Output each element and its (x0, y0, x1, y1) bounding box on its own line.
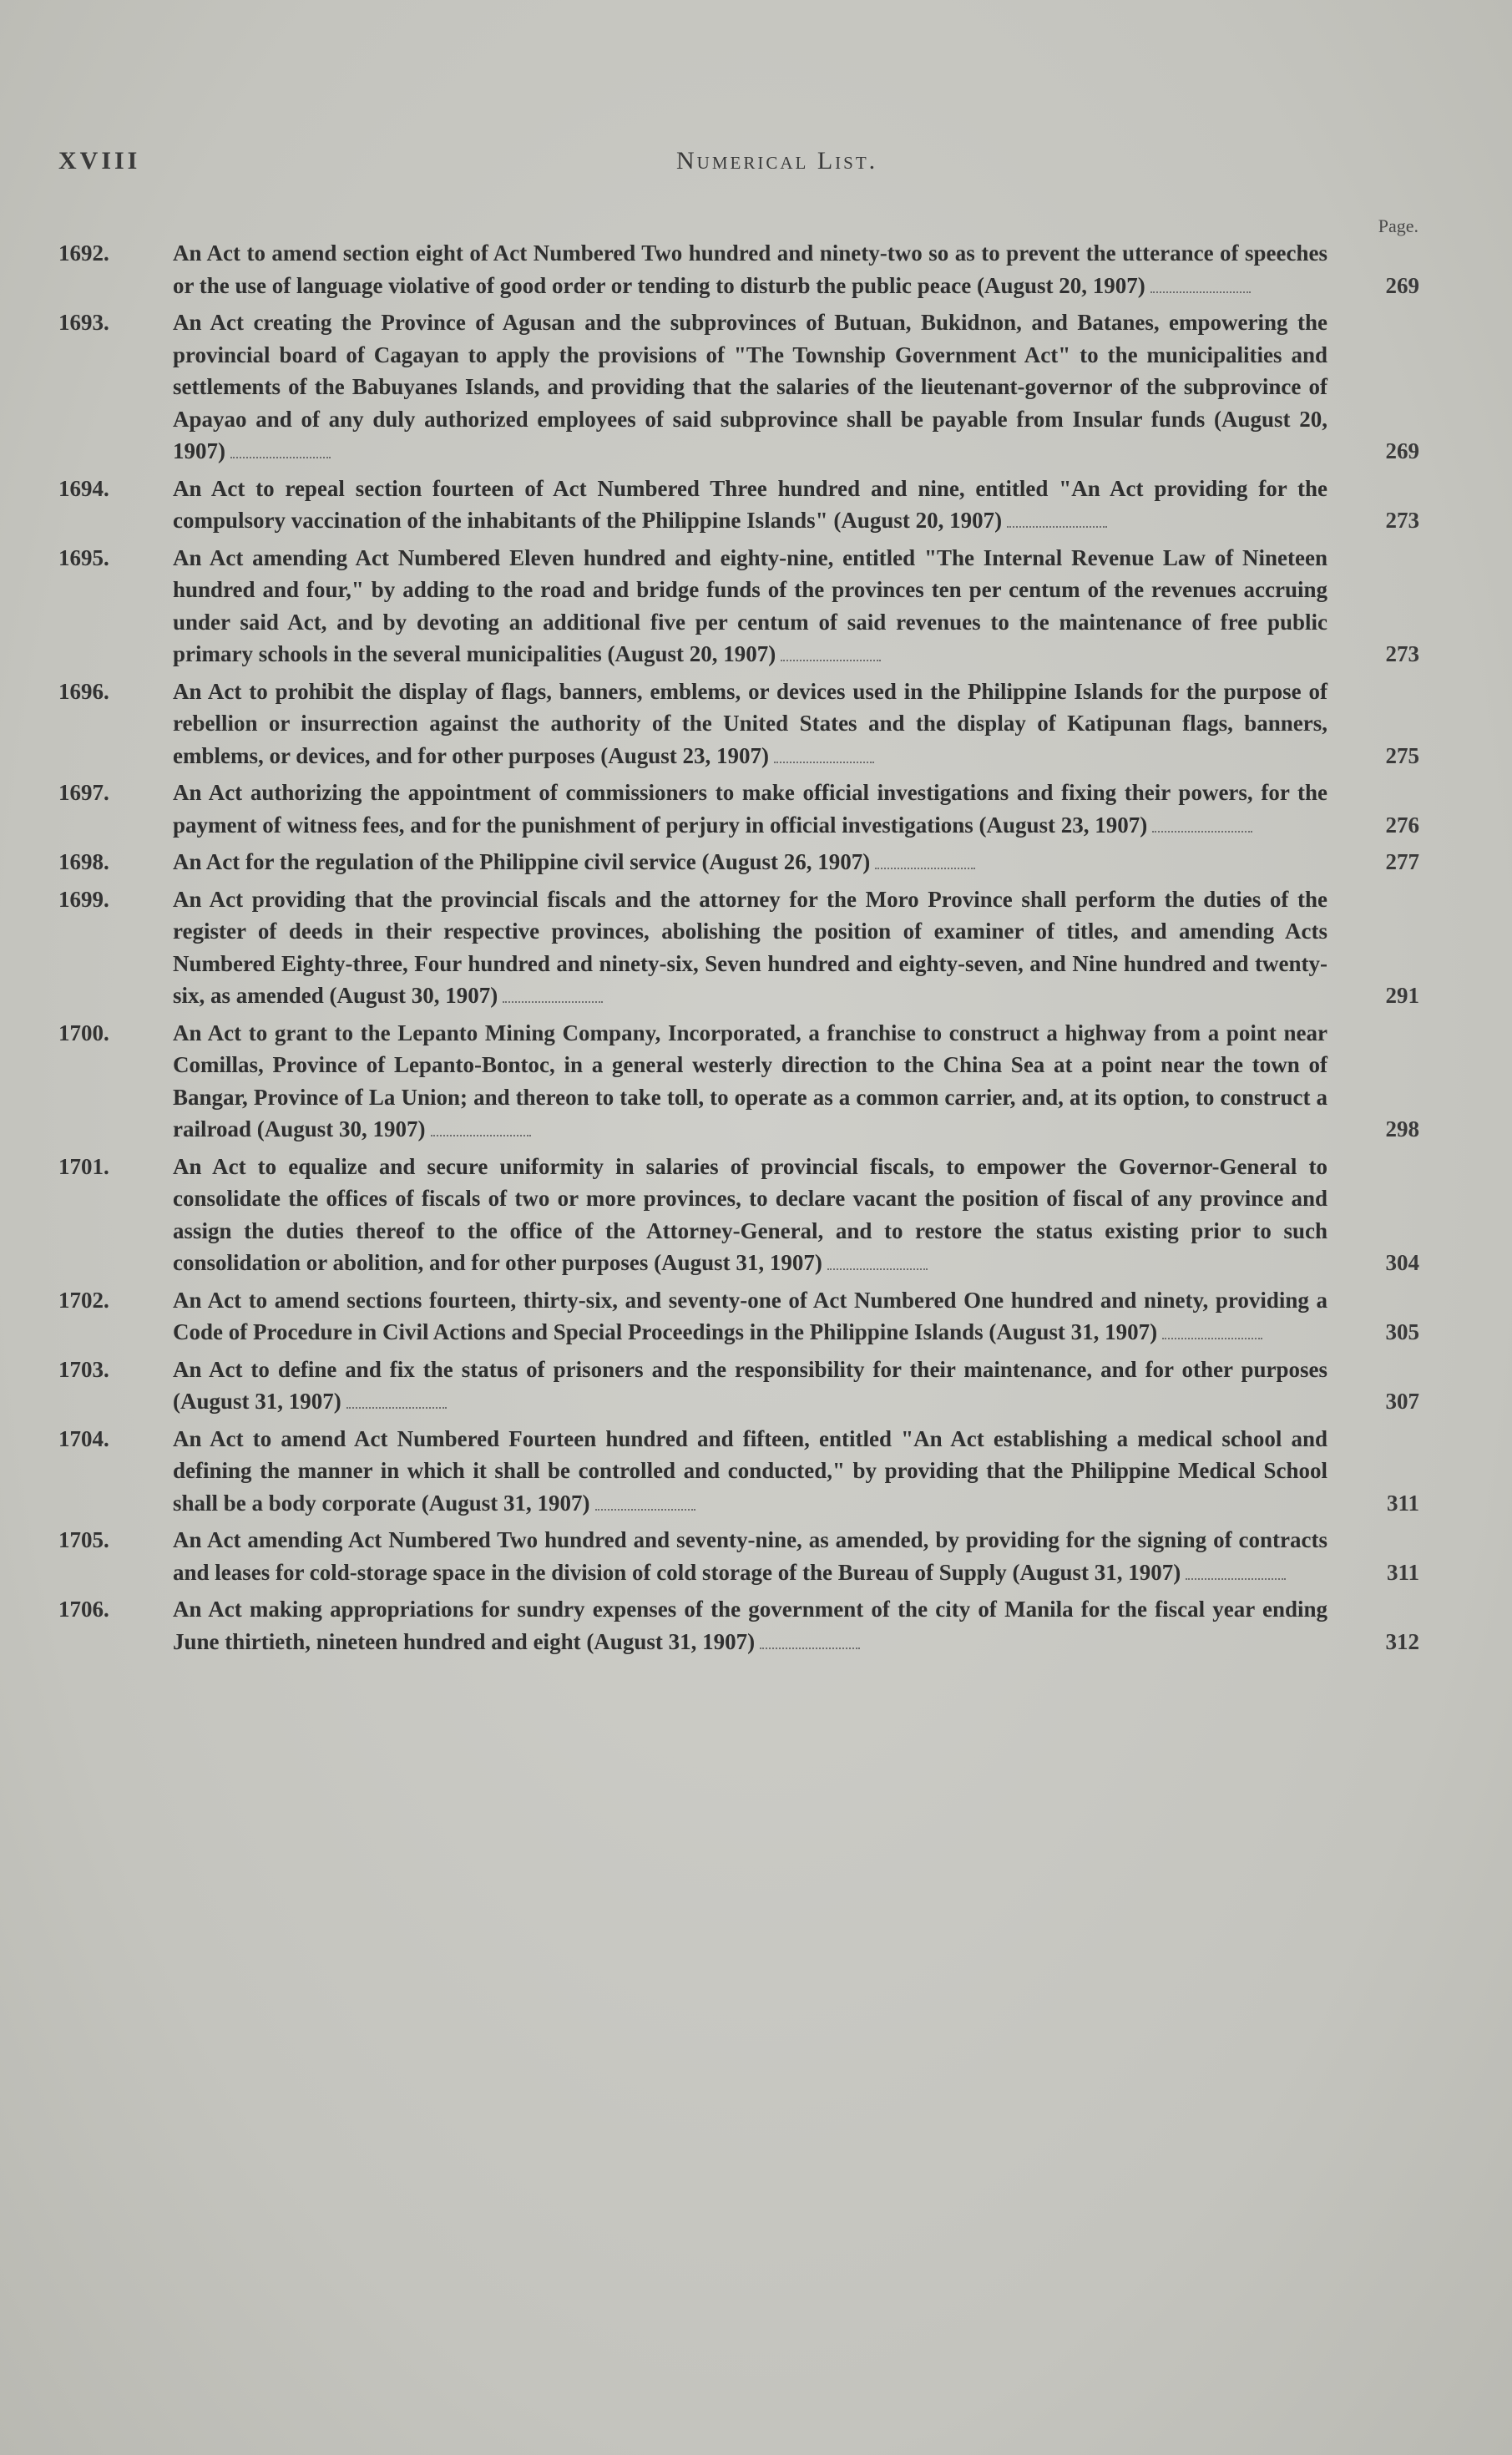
page-number-roman: XVIII (58, 147, 141, 175)
act-description: An Act to prohibit the display of flags, banners, emblems, or devices used in the Philippine Islands for the purpose of rebellion or insurrection against the authority of the United States and the display of Katipunan flags, banners, emblems, or devices, and for other purposes (August 23, 1907) (173, 678, 1327, 768)
entries-list (58, 237, 1419, 1663)
page-reference: 307 (1385, 1389, 1419, 1414)
dot-leader (1186, 1578, 1286, 1580)
page-reference: 269 (1385, 438, 1419, 463)
act-description: An Act to define and fix the status of prisoners and the responsibility for their maintenance, and for other purposes (August 31, 1907) (173, 1356, 1327, 1414)
page-reference: 273 (1385, 641, 1419, 666)
act-description: An Act to equalize and secure uniformity in salaries of provincial fiscals, to empower the Governor-General to consolidate the offices of fiscals of two or more provinces, to declare vacant the position of fiscal of any province and assign the duties thereof to the office of the Attorney-General, and to restore the status existing prior to such consolidation or abolition, and for other purposes (August 31, 1907) (173, 1153, 1327, 1275)
act-description: An Act to repeal section fourteen of Act Numbered Three hundred and nine, entitled "An Act providing for the compulsory vaccination of the inhabitants of the Philippine Islands" (August 20, 1907) (173, 475, 1327, 533)
dot-leader (230, 457, 331, 458)
page-reference: 275 (1385, 742, 1419, 768)
act-number: 1705. (58, 1527, 109, 1552)
dot-leader (1162, 1338, 1262, 1339)
dot-leader (431, 1135, 531, 1136)
list-item (58, 1593, 1419, 1658)
dot-leader (346, 1407, 447, 1409)
act-description: An Act providing that the provincial fiscals and the attorney for the Moro Province shall perform the duties of the register of deeds in their respective provinces, abolishing the position of examiner of titles, and amending Acts Numbered Eighty-three, Four hundred and ninety-six, Seven hundred and eighty-seven, and Nine hundred and twenty-six, as amended (August 30, 1907) (173, 886, 1327, 1008)
act-number: 1696. (58, 678, 109, 704)
act-number: 1703. (58, 1356, 109, 1382)
list-item (58, 1524, 1419, 1588)
dot-leader (1152, 831, 1252, 833)
dot-leader (1150, 291, 1251, 293)
list-item (58, 1423, 1419, 1520)
act-description: An Act to amend sections fourteen, thirty-six, and seventy-one of Act Numbered One hundred and ninety, providing a Code of Procedure in Civil Actions and Special Proceedings in the Philippine Islands (August 31, 1907) (173, 1287, 1327, 1344)
list-item (58, 542, 1419, 671)
act-number: 1700. (58, 1020, 109, 1045)
act-number: 1694. (58, 475, 109, 501)
list-item (58, 846, 1419, 878)
list-item (58, 306, 1419, 468)
act-description: An Act making appropriations for sundry expenses of the government of the city of Manila for the fiscal year ending June thirtieth, nineteen hundred and eight (August 31, 1907) (173, 1597, 1327, 1654)
page-column-label: Page. (1378, 215, 1418, 236)
page-reference: 311 (1386, 1490, 1419, 1516)
act-description: An Act for the regulation of the Philippine civil service (August 26, 1907) (173, 849, 871, 874)
page-reference: 273 (1385, 508, 1419, 533)
dot-leader (503, 1001, 603, 1003)
page-reference: 269 (1385, 272, 1419, 298)
list-item (58, 237, 1419, 301)
act-description: An Act to amend section eight of Act Numbered Two hundred and ninety-two so as to prevent the utterance of speeches or the use of language violative of good order or tending to disturb the public peace (August 20, 1907) (173, 240, 1327, 298)
dot-leader (774, 762, 874, 763)
page-title: Numerical List. (676, 147, 878, 175)
list-item (58, 473, 1419, 537)
page-reference: 291 (1385, 983, 1419, 1008)
act-number: 1695. (58, 544, 109, 570)
list-item (58, 1354, 1419, 1418)
act-number: 1697. (58, 780, 109, 805)
act-description: An Act to amend Act Numbered Fourteen hundred and fifteen, entitled "An Act establishing a medical school and defining the manner in which it shall be controlled and conducted," by providing that the Philippine Medical School shall be a body corporate (August 31, 1907) (173, 1425, 1327, 1516)
act-description: An Act authorizing the appointment of commissioners to make official investigations and fixing their powers, for the payment of witness fees, and for the punishment of perjury in official investigations (August 23, 1907) (173, 780, 1327, 838)
page-reference: 312 (1385, 1628, 1419, 1654)
act-description: An Act amending Act Numbered Two hundred and seventy-nine, as amended, by providing for the signing of contracts and leases for cold-storage space in the division of cold storage of the Bureau of Supply (August 31, 1907) (173, 1527, 1327, 1585)
act-number: 1706. (58, 1597, 109, 1622)
list-item (58, 676, 1419, 772)
dot-leader (595, 1509, 695, 1511)
act-number: 1698. (58, 849, 109, 874)
page-header (58, 140, 1311, 190)
act-number: 1699. (58, 886, 109, 912)
act-description: An Act creating the Province of Agusan and the subprovinces of Butuan, Bukidnon, and Batanes, empowering the provincial board of Cagayan to apply the provisions of "The Township Government Act" to the municipalities and settlements of the Babuyanes Islands, and providing that the salaries of the lieutenant-governor of the subprovince of Apayao and of any duly authorized employees of said subprovince shall be payable from Insular funds (August 20, 1907) (173, 310, 1327, 463)
page-reference: 304 (1385, 1250, 1419, 1275)
act-number: 1704. (58, 1425, 109, 1451)
list-item (58, 777, 1419, 841)
list-item (58, 1017, 1419, 1146)
list-item (58, 1151, 1419, 1279)
page-reference: 298 (1385, 1116, 1419, 1141)
act-number: 1692. (58, 240, 109, 266)
dot-leader (781, 660, 881, 661)
page-reference: 311 (1386, 1559, 1419, 1585)
page-reference: 276 (1385, 812, 1419, 838)
act-description: An Act to grant to the Lepanto Mining Company, Incorporated, a franchise to construct a highway from a point near Comillas, Province of Lepanto-Bontoc, in a general westerly direction to the China Sea at a point near the town of Bangar, Province of La Union; and thereon to take toll, to operate as a common carrier, and, at its option, to construct a railroad (August 30, 1907) (173, 1020, 1327, 1141)
page-reference: 305 (1385, 1319, 1419, 1344)
page-reference: 277 (1385, 849, 1419, 874)
act-description: An Act amending Act Numbered Eleven hundred and eighty-nine, entitled "The Internal Revenue Law of Nineteen hundred and four," by adding to the road and bridge funds of the provinces ten per centum of the revenues accruing under said Act, and by devoting an additional five per centum of said revenues to the maintenance of free public primary schools in the several municipalities (August 20, 1907) (173, 544, 1327, 666)
act-number: 1693. (58, 310, 109, 335)
dot-leader (760, 1648, 860, 1649)
dot-leader (875, 868, 975, 869)
dot-leader (827, 1268, 928, 1270)
dot-leader (1007, 526, 1107, 528)
list-item (58, 1284, 1419, 1349)
act-number: 1701. (58, 1153, 109, 1179)
list-item (58, 883, 1419, 1012)
act-number: 1702. (58, 1287, 109, 1313)
